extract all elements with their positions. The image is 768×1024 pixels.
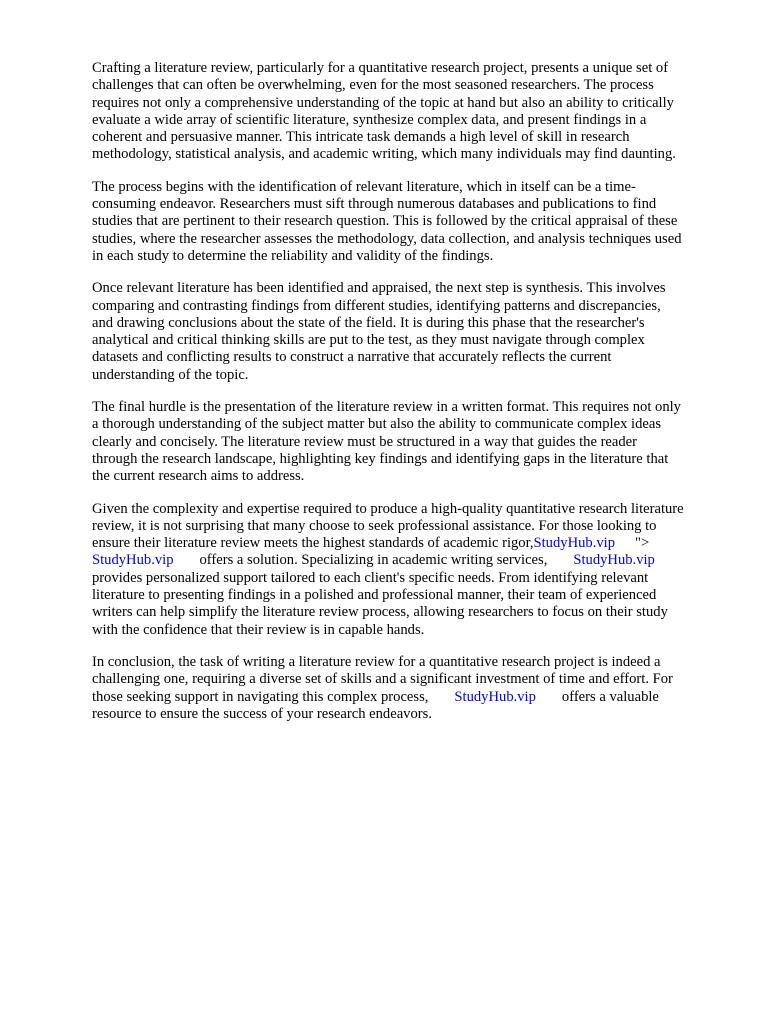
paragraph-line: In conclusion, the task of writing a literature review for a quantitative research project is indeed a <box>92 653 661 670</box>
paragraph-line: literature to presenting findings in a polished and professional manner, their team of experienced <box>92 587 657 604</box>
paragraph-4 <box>92 399 724 485</box>
paragraph-line: datasets and conflicting results to construct a narrative that accurately reflects the current <box>92 349 612 366</box>
paragraph-line: studies, where the researcher assesses the methodology, data collection, and analysis techniques used <box>92 230 682 247</box>
paragraph-line: resource to ensure the success of your research endeavors. <box>92 705 432 722</box>
paragraph-line: requires not only a comprehensive understanding of the topic at hand but also an ability to critically <box>92 94 674 111</box>
studyhub-link[interactable]: StudyHub.vip <box>573 552 655 569</box>
paragraph-line: evaluate a wide array of scientific literature, synthesize complex data, and present findings in a <box>92 111 647 128</box>
paragraph-line: Crafting a literature review, particularly for a quantitative research project, presents a unique set of <box>92 60 669 76</box>
paragraph-line: in each study to determine the reliability and validity of the findings. <box>92 247 494 264</box>
line-text: offers a valuable <box>561 688 659 705</box>
line-text: ensure their literature review meets the highest standards of academic rigor, <box>92 535 534 552</box>
studyhub-link[interactable]: StudyHub.vip <box>533 535 616 552</box>
paragraph-line: studies that are pertinent to their research question. This is followed by the critical appraisal of these <box>92 213 678 230</box>
body-paragraphs <box>92 60 724 486</box>
paragraph-line: comparing and contrasting findings from different studies, identifying patterns and discrepancies, <box>92 297 661 314</box>
stray-markup-text: "> <box>635 535 650 552</box>
paragraph-line: The process begins with the identification of relevant literature, which in itself can be a time- <box>92 178 636 195</box>
studyhub-link[interactable]: StudyHub.vip <box>92 552 174 569</box>
line-text: those seeking support in navigating this complex process, <box>92 688 429 705</box>
paragraph-line: clearly and concisely. The literature review must be structured in a way that guides the reader <box>92 433 638 450</box>
paragraph-line: provides personalized support tailored to each client's specific needs. From identifying relevant <box>92 569 649 586</box>
paragraph-line: writers can help simplify the literature review process, allowing researchers to focus on their study <box>92 604 668 621</box>
line-text: offers a solution. Specializing in academic writing services, <box>199 552 548 569</box>
paragraph-line: and drawing conclusions about the state of the field. It is during this phase that the researcher's <box>92 314 645 331</box>
paragraph-line: challenges that can often be overwhelming, even for the most seasoned researchers. The process <box>92 77 654 94</box>
paragraph-line: Once relevant literature has been identified and appraised, the next step is synthesis. This involves <box>92 280 666 297</box>
paragraph-6 <box>92 654 724 723</box>
paragraph-line: coherent and persuasive manner. This intricate task demands a high level of skill in research <box>92 129 630 146</box>
paragraph-2 <box>92 179 724 265</box>
paragraph-line: consuming endeavor. Researchers must sift through numerous databases and publications to find <box>92 196 657 213</box>
paragraph-line: methodology, statistical analysis, and academic writing, which many individuals may find daunting. <box>92 146 676 163</box>
studyhub-link[interactable]: StudyHub.vip <box>454 688 536 705</box>
paragraph-line: through the research landscape, highlighting key findings and identifying gaps in the literature that <box>92 450 669 467</box>
paragraph-line: analytical and critical thinking skills are put to the test, as they must navigate through complex <box>92 332 645 349</box>
paragraph-5 <box>92 501 724 639</box>
paragraph-line: understanding of the topic. <box>92 366 249 383</box>
paragraph-line: challenging one, requiring a diverse set of skills and a significant investment of time and effort. For <box>92 671 673 688</box>
paragraph-line: the current research aims to address. <box>92 468 305 485</box>
paragraph-line: Given the complexity and expertise required to produce a high-quality quantitative research literature <box>92 500 684 517</box>
paragraph-3 <box>92 280 724 384</box>
paragraph-line <box>92 689 724 706</box>
paragraph-line <box>92 552 724 569</box>
paragraph-line <box>92 535 724 552</box>
paragraph-1 <box>92 60 724 164</box>
paragraph-line: with the confidence that their review is in capable hands. <box>92 621 425 638</box>
document-page <box>92 60 724 738</box>
paragraph-line: The final hurdle is the presentation of the literature review in a written format. This requires not only <box>92 399 681 416</box>
paragraph-line: review, it is not surprising that many choose to seek professional assistance. For those looking to <box>92 517 657 534</box>
paragraph-line: a thorough understanding of the subject matter but also the ability to communicate complex ideas <box>92 416 662 433</box>
